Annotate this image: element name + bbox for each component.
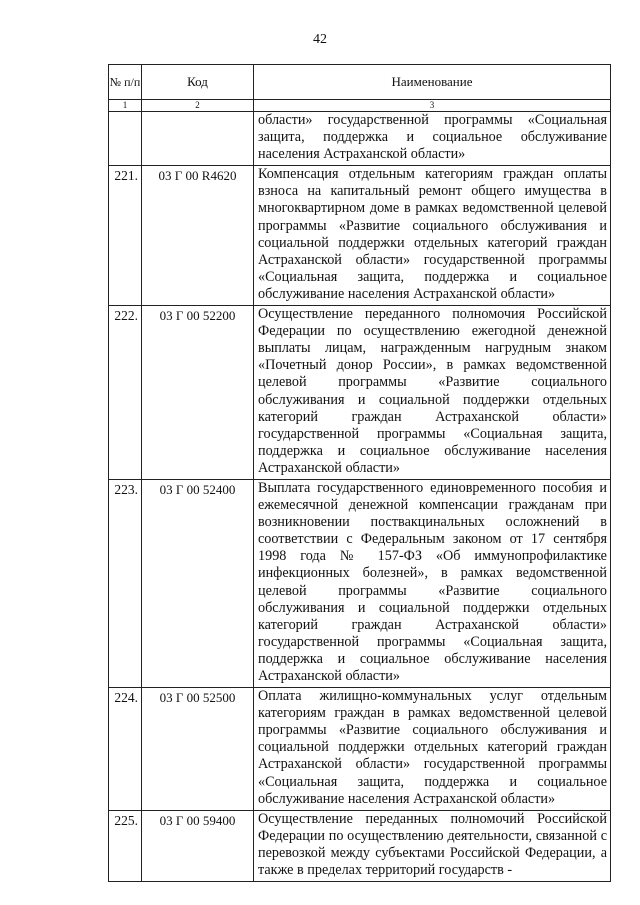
table-row-continuation bbox=[109, 112, 611, 166]
row-name: Оплата жилищно-коммунальных услуг отдельным категориям граждан в рамках ведомственной целевой программы «Развитие социального обслуживания и социальной поддержки отдельных категорий граждан Астраханской области» государственной программы «Социальная защита, поддержка и социальное обслуживание населения Астраханской области» bbox=[254, 688, 611, 811]
budget-code-table bbox=[108, 64, 611, 882]
row-num: 224. bbox=[109, 688, 142, 811]
page-number: 42 bbox=[313, 32, 327, 47]
header-num: № п/п bbox=[109, 65, 142, 100]
row-name: Осуществление переданного полномочия Российской Федерации по осуществлению ежегодной денежной выплаты лицам, награжденным нагрудным знаком «Почетный донор России», в рамках ведомственной целевой программы «Развитие социального обслуживания и социальной поддержки отдельных категорий граждан Астраханской области» государственной программы «Социальная защита, поддержка и социальное обслуживание населения Астраханской области» bbox=[254, 306, 611, 480]
column-index-2: 2 bbox=[142, 100, 254, 112]
table-row bbox=[109, 688, 611, 811]
table-row bbox=[109, 479, 611, 687]
row-name: Выплата государственного единовременного пособия и ежемесячной денежной компенсации гражданам при возникновении поствакцинальных осложнений в соответствии с Федеральным законом от 17 сентября 1998 года № 157-ФЗ «Об иммунопрофилактике инфекционных болезней», в рамках ведомственной целевой программы «Развитие социального обслуживания и социальной поддержки отдельных категорий граждан Астраханской области» государственной программы «Социальная защита, поддержка и социальное обслуживание населения Астраханской области» bbox=[254, 479, 611, 687]
table-row bbox=[109, 166, 611, 306]
row-code: 03 Г 00 59400 bbox=[142, 810, 254, 881]
table-row bbox=[109, 810, 611, 881]
header-code: Код bbox=[142, 65, 254, 100]
row-num: 225. bbox=[109, 810, 142, 881]
row-num: 221. bbox=[109, 166, 142, 306]
row-code: 03 Г 00 52400 bbox=[142, 479, 254, 687]
row-num: 223. bbox=[109, 479, 142, 687]
table-header-row bbox=[109, 65, 611, 100]
row-name: области» государственной программы «Социальная защита, поддержка и социальное обслуживание населения Астраханской области» bbox=[254, 112, 611, 166]
row-num: 222. bbox=[109, 306, 142, 480]
table-row bbox=[109, 306, 611, 480]
row-code: 03 Г 00 52500 bbox=[142, 688, 254, 811]
column-index-3: 3 bbox=[254, 100, 611, 112]
row-code-empty bbox=[142, 112, 254, 166]
row-num-empty bbox=[109, 112, 142, 166]
header-name: Наименование bbox=[254, 65, 611, 100]
row-name: Осуществление переданных полномочий Российской Федерации по осуществлению деятельности, связанной с перевозкой между субъектами Российской Федерации, а также в пределах территорий государств - bbox=[254, 810, 611, 881]
column-index-1: 1 bbox=[109, 100, 142, 112]
row-code: 03 Г 00 52200 bbox=[142, 306, 254, 480]
column-index-row bbox=[109, 100, 611, 112]
row-code: 03 Г 00 R4620 bbox=[142, 166, 254, 306]
row-name: Компенсация отдельным категориям граждан оплаты взноса на капитальный ремонт общего имущества в многоквартирном доме в рамках ведомственной целевой программы «Развитие социального обслуживания и социальной поддержки отдельных категорий граждан Астраханской области» государственной программы «Социальная защита, поддержка и социальное обслуживание населения Астраханской области» bbox=[254, 166, 611, 306]
